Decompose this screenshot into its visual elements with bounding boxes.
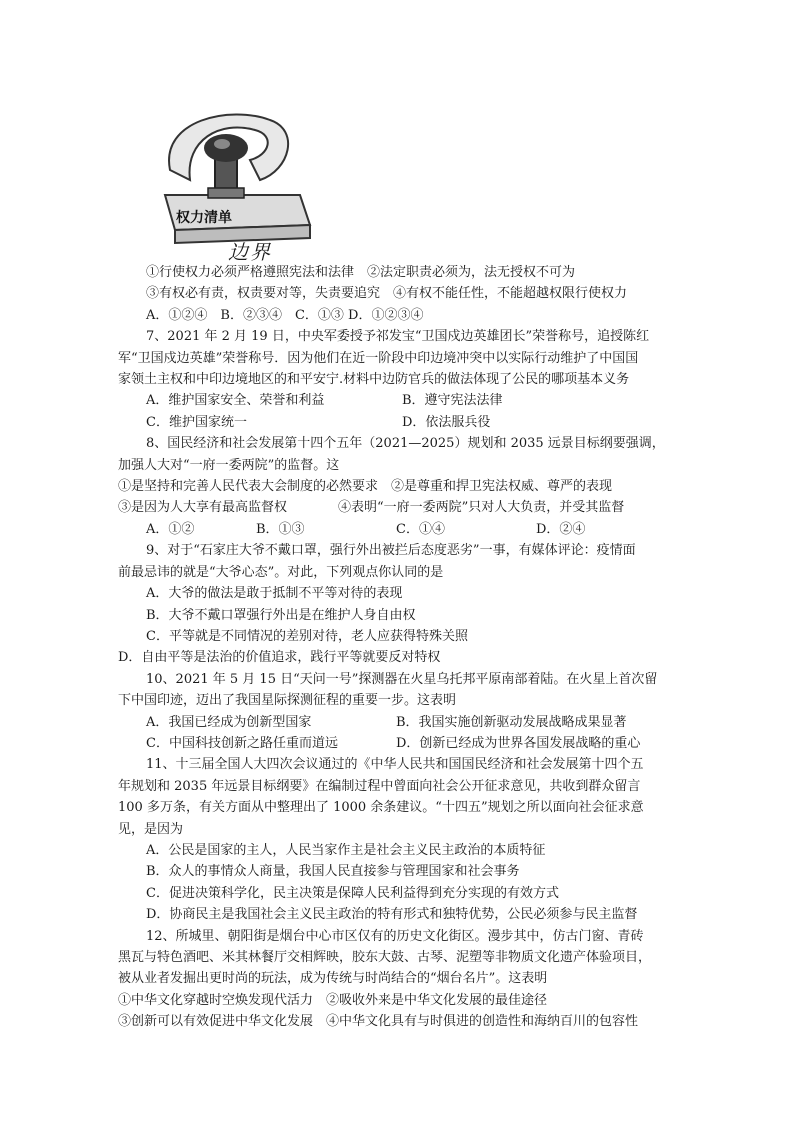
q12-stem-line1: 12、所城里、朝阳街是烟台中心市区仅有的历史文化街区。漫步其中，仿古门窗、青砖 <box>146 928 644 944</box>
q8-stem-line2: 加强人大对“一府一委两院”的监督。这 <box>118 457 340 473</box>
q8-option-b: B．①③ <box>256 521 305 537</box>
q11-option-a: A．公民是国家的主人，人民当家作主是社会主义民主政治的本质特征 <box>146 842 546 858</box>
q8-options <box>118 519 678 540</box>
q12-statements-row1 <box>118 990 678 1011</box>
q11-stem-line1: 11、十三届全国人大四次会议通过的《中华人民共和国国民经济和社会发展第十四个五 <box>146 757 644 773</box>
q7-option-b: B．遵守宪法法律 <box>402 393 503 409</box>
q12-statement-4: ④中华文化具有与时俱进的创造性和海纳百川的包容性 <box>326 1014 639 1030</box>
q8-statements-row1 <box>118 476 678 497</box>
q10-option-a: A．我国已经成为创新型国家 <box>146 714 312 730</box>
q8-option-a: A．①② <box>146 521 195 537</box>
question-content <box>118 262 678 1033</box>
q8-statement-1: ①是坚持和完善人民代表大会制度的必然要求 <box>118 479 379 495</box>
q12-statements-row2 <box>118 1011 678 1032</box>
q9-option-d: D．自由平等是法治的价值追求，践行平等就要反对特权 <box>118 650 441 666</box>
q9-stem-line1: 9、对于“石家庄大爷不戴口罩，强行外出被拦后态度恶劣”一事，有媒体评论：疫情面 <box>146 543 636 559</box>
q10-stem-line1: 10、2021 年 5 月 15 日“天问一号”探测器在火星乌托邦平原南部着陆。在火星上首次留 <box>146 671 658 687</box>
q8-option-c: C．①④ <box>396 521 445 537</box>
q11-stem-line2: 年规划和 2035 年远景目标纲要》在编制过程中曾面向社会公开征求意见，共收到群众留言 <box>118 778 641 794</box>
q12-statement-2: ②吸收外来是中华文化发展的最佳途径 <box>326 992 548 1008</box>
q8-statement-4: ④表明“一府一委两院”只对人大负责，并受其监督 <box>338 500 625 516</box>
q10-stem-line2: 下中国印迹，迈出了我国星际探测征程的重要一步。这表明 <box>118 693 457 709</box>
q12-statement-1: ①中华文化穿越时空焕发现代活力 <box>118 992 314 1008</box>
q10-option-c: C．中国科技创新之路任重而道远 <box>146 735 338 751</box>
q7-option-d: D．依法服兵役 <box>402 414 491 430</box>
q11-option-c: C．促进决策科学化，民主决策是保障人民利益得到充分实现的有效方式 <box>146 885 559 901</box>
q8-statement-3: ③是因为人大享有最高监督权 <box>118 500 288 516</box>
q6-statements-row2 <box>118 283 678 304</box>
q8-option-d: D．②④ <box>536 521 586 537</box>
q9-option-a: A．大爷的做法是敢于抵制不平等对待的表现 <box>146 586 403 602</box>
q12-stem-line3: 被从业者发掘出更时尚的玩法，成为传统与时尚结合的“烟台名片”。这表明 <box>118 971 548 987</box>
q8-statements-row2 <box>118 497 678 518</box>
q10-option-d: D．创新已经成为世界各国发展战略的重心 <box>396 735 641 751</box>
q11-option-d: D．协商民主是我国社会主义民主政治的特有形式和独特优势，公民必须参与民主监督 <box>146 907 638 923</box>
q9-stem-line2: 前最忌讳的就是“大爷心态”。对此，下列观点你认同的是 <box>118 564 444 580</box>
q9-option-c: C．平等就是不同情况的差别对待，老人应获得特殊关照 <box>146 628 468 644</box>
q11-option-b: B．众人的事情众人商量，我国人民直接参与管理国家和社会事务 <box>146 864 520 880</box>
q6-statements-row1 <box>118 262 678 283</box>
q9-option-b: B．大爷不戴口罩强行外出是在维护人身自由权 <box>146 607 416 623</box>
q12-stem-line2: 黑瓦与特色酒吧、米其林餐厅交相辉映，胶东大鼓、古琴、泥塑等非物质文化遗产体验项目， <box>118 950 652 965</box>
q7-stem-line3: 家领土主权和中印边境地区的和平安宁.材料中边防官兵的做法体现了公民的哪项基本义务 <box>118 372 630 388</box>
q6-statement-4: ④有权不能任性，不能超越权限行使权力 <box>393 286 628 302</box>
q7-stem-line2: 军“卫国戍边英雄”荣誉称号．因为他们在近一阶段中印边境冲突中以实际行动维护了中国国 <box>118 350 639 366</box>
q8-stem-line1: 8、国民经济和社会发展第十四个五年（2021—2025）规划和 2035 远景目标纲要强调， <box>146 436 665 452</box>
q7-options-row1 <box>118 390 678 411</box>
q7-option-c: C．维护国家统一 <box>146 414 247 430</box>
q10-option-b: B．我国实施创新驱动发展战略成果显著 <box>396 714 627 730</box>
q7-option-a: A．维护国家安全、荣誉和利益 <box>146 393 325 409</box>
q12-statement-3: ③创新可以有效促进中华文化发展 <box>118 1014 314 1030</box>
q11-stem-line3: 100 多万条，有关方面从中整理出了 1000 余条建议。“十四五”规划之所以面向社会征求意 <box>118 800 644 816</box>
q10-options-row2 <box>118 733 678 754</box>
figure-caption: 边界 <box>228 240 272 264</box>
q6-options: A．①②④ B．②③④ C．①③ D．①②③④ <box>146 307 424 323</box>
q6-statement-3: ③有权必有责，权责要对等，失责要追究 <box>146 286 381 302</box>
q6-statement-2: ②法定职责必须为，法无授权不可为 <box>367 265 576 280</box>
q11-stem-line4: 见，是因为 <box>118 821 184 837</box>
q6-statement-1: ①行使权力必须严格遵照宪法和法律 <box>146 265 355 280</box>
q10-options-row1 <box>118 712 678 733</box>
stamp-label-text: 权力清单 <box>176 210 232 226</box>
q7-stem-line1: 7、2021 年 2 月 19 日，中央军委授予祁发宝“卫国戍边英雄团长”荣誉称号，追授陈红 <box>146 329 650 345</box>
q8-statement-2: ②是尊重和捍卫宪法权威、尊严的表现 <box>391 479 613 495</box>
q7-options-row2 <box>118 412 678 433</box>
